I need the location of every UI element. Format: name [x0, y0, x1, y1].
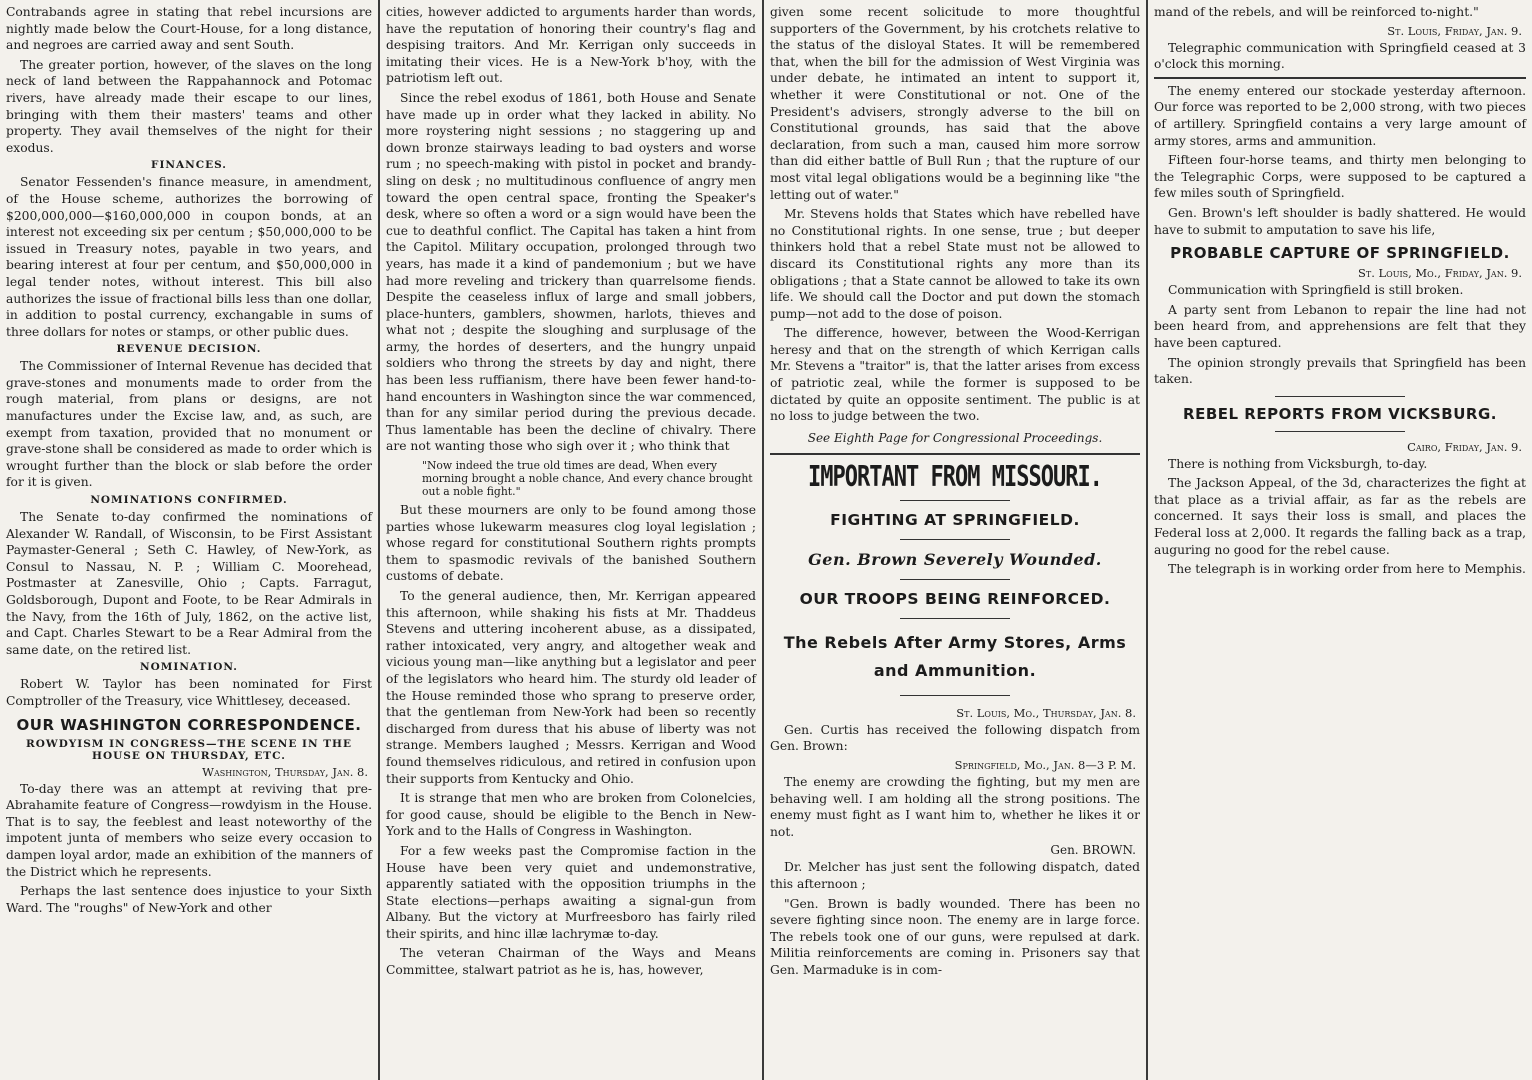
- paragraph: Fifteen four-horse teams, and thirty men belonging to the Telegraphic Corps, were supposed to be captured a few miles south of Springfield.: [1154, 153, 1526, 201]
- divider: [900, 618, 1010, 619]
- column-3: [764, 0, 1146, 1080]
- paragraph: Robert W. Taylor has been nominated for First Comptroller of the Treasury, vice Whittlesey, deceased.: [6, 677, 372, 708]
- paragraph: Gen. Curtis has received the following dispatch from Gen. Brown:: [770, 722, 1140, 754]
- paragraph: The greater portion, however, of the slaves on the long neck of land between the Rappahannock and Potomac rivers, have already made their escape to our lines, bringing with them their masters' teams and other property. They avail themselves of the night for their exodus.: [6, 57, 372, 155]
- paragraph: cities, however addicted to arguments harder than words, have the reputation of honoring their country's flag and despising traitors. And Mr. Kerrigan only succeeds in imitating their vices. He is a New-York b'hoy, with the patriotism left out.: [386, 5, 756, 86]
- paragraph: Mr. Stevens holds that States which have rebelled have no Constitutional rights. In one sense, true ; but deeper thinkers hold that a rebel State must not be allowed to discard its Constitutional rights any more than its obligations ; that a State cannot be allowed to take its own life. We should call the Doctor and put down the stomach pump—not add to the dose of poison.: [770, 207, 1140, 321]
- paragraph: For a few weeks past the Compromise faction in the House have been very quiet and undemonstrative, apparently satiated with the opposition triumphs in the State elections—perhaps awaiting a signal-gun from Albany. But the victory at Murfreesboro has fairly riled their spirits, and hinc illæ lachrymæ to-day.: [386, 843, 756, 941]
- paragraph: Since the rebel exodus of 1861, both House and Senate have made up in order what they lacked in ability. No more roystering night sessions ; no staggering up and down bronze stairways leading to bad oysters and worse rum ; no speech-making with pistol in pocket and brandy-sling on desk ; no multitudinous confluence of angry men toward the open central space, fronting the Speaker's desk, where so often a word or a sign would have been the cue to deathful conflict. The Capital has taken a hint from the Capitol. Military occupation, prolonged through two years, has made it a kind of pandemonium ; but we have had more reveling and trickery than quarrelsome fiends. Despite the ceaseless influx of large and small jobbers, place-hunters, gamblers, showmen, harlots, thieves and what not ; despite the sloughing and surplusage of the army, the hordes of deserters, and the hungry unpaid soldiers who throng the streets by day and night, there has been less ruffianism, there have been fewer hand-to-hand encounters in Washington since the war commenced, than for any similar period during the previous decade. Thus lamentable has been the decline of chivalry. There are not wanting those who sigh over it ; who think that: [386, 90, 756, 454]
- paragraph: The Senate to-day confirmed the nominations of Alexander W. Randall, of Wisconsin, to be First Assistant Paymaster-General ; Seth C. Hawley, of New-York, as Consul to Nassau, N. P. ; William C. Moorehead, Postmaster at Zanesville, Ohio ; Capts. Farragut, Goldsborough, Dupont and Foote, to be Rear Admirals in the Navy, from the 16th of July, 1862, on the active list, and Capt. Charles Stewart to be a Rear Admiral from the same date, on the retired list.: [6, 510, 372, 657]
- paragraph: The opinion strongly prevails that Springfield has been taken.: [1154, 355, 1526, 387]
- paragraph: "Gen. Brown is badly wounded. There has been no severe fighting since noon. The enemy are in large force. The rebels took one of our guns, were repulsed at dark. Militia reinforcements are coming in. Prisoners say that Gen. Marmaduke is in com-: [770, 896, 1140, 977]
- paragraph: To-day there was an attempt at reviving that pre-Abrahamite feature of Congress—rowdyism in the House. That is to say, the feeblest and least noteworthy of the impotent junta of members who seize every occasion to dampen loyal ardor, made an exhibition of the manners of the District which he represents.: [6, 781, 372, 879]
- deck-troops-reinforced: OUR TROOPS BEING REINFORCED.: [799, 589, 1111, 608]
- paragraph: The Jackson Appeal, of the 3d, characterizes the fight at that place as a trivial affair, as far as the rebels are concerned. It says their loss is small, and places the Federal loss at 2,000. It regards the falling back as a trap, auguring no good for the rebel cause.: [1154, 476, 1526, 557]
- dateline-st-louis: St. Louis, Friday, Jan. 9.: [1387, 23, 1522, 38]
- paragraph: To the general audience, then, Mr. Kerrigan appeared this afternoon, while shaking his fists at Mr. Thaddeus Stevens and uttering incoherent abuse, as a dissipated, rather intoxicated, very angry, and altogether weak and vicious young man—like anything but a legislator and peer of the legislators who heard him. The sturdy old leader of the House reminded those who sprang to preserve order, that the gentleman from New-York had been so recently discharged from duress that his abuse of liberty was not strange. Members laughed ; Messrs. Kerrigan and Wood found themselves ridiculous, and retired in confusion upon their supports from Kentucky and Ohio.: [386, 589, 756, 786]
- deck-rebels-after-stores: The Rebels After Army Stores, Arms and Ammunition.: [783, 632, 1127, 680]
- paragraph: The Commissioner of Internal Revenue has decided that grave-stones and monuments made to order from the rough material, from plans or designs, are not manufactures under the Excise law, and, as such, are exempt from taxation, provided that no monument or grave-stone shall be considered as made to order which is wrought further than the block or slab before the order for it is given.: [6, 359, 372, 490]
- dateline-st-louis-mo: St. Louis, Mo., Friday, Jan. 9.: [1357, 266, 1522, 281]
- section-heading-nomination: NOMINATION.: [140, 661, 238, 674]
- dateline-washington: Washington, Thursday, Jan. 8.: [202, 764, 368, 779]
- paragraph: The telegraph is in working order from here to Memphis.: [1168, 562, 1526, 577]
- paragraph: Communication with Springfield is still broken.: [1168, 283, 1464, 298]
- headline-important-from-missouri: IMPORTANT FROM MISSOURI.: [808, 461, 1102, 494]
- divider: [770, 453, 1140, 455]
- paragraph: It is strange that men who are broken from Colonelcies, for good cause, should be eligible to the Bench in New-York and to the Halls of Congress in Washington.: [386, 791, 756, 839]
- divider: [900, 539, 1010, 540]
- column-4: [1148, 0, 1532, 1080]
- dateline-cairo: Cairo, Friday, Jan. 9.: [1407, 439, 1522, 454]
- headline-washington-correspondence: OUR WASHINGTON CORRESPONDENCE.: [16, 715, 362, 734]
- divider: [1275, 396, 1405, 397]
- headline-rebel-reports-vicksburg: REBEL REPORTS FROM VICKSBURG.: [1183, 404, 1497, 423]
- deck-fighting-at-springfield: FIGHTING AT SPRINGFIELD.: [830, 510, 1080, 529]
- paragraph: But these mourners are only to be found among those parties whose lukewarm measures clog loyal legislation ; whose regard for constitutional Southern rights prompts them to spasmodic revivals of the banished Southern customs of debate.: [386, 503, 756, 584]
- paragraph: The veteran Chairman of the Ways and Means Committee, stalwart patriot as he is, has, however,: [386, 946, 756, 978]
- divider: [900, 695, 1010, 696]
- divider: [1275, 431, 1405, 432]
- paragraph: Perhaps the last sentence does injustice to your Sixth Ward. The "roughs" of New-York and other: [6, 884, 372, 915]
- paragraph: A party sent from Lebanon to repair the line had not been heard from, and apprehensions are felt that they have been captured.: [1154, 302, 1526, 350]
- paragraph: Gen. Brown's left shoulder is badly shattered. He would have to submit to amputation to save his life,: [1154, 205, 1526, 237]
- paragraph: There is nothing from Vicksburgh, to-day.: [1168, 456, 1428, 471]
- divider: [900, 579, 1010, 580]
- divider: [1154, 77, 1526, 79]
- section-heading-nominations-confirmed: NOMINATIONS CONFIRMED.: [90, 494, 288, 507]
- paragraph: Telegraphic communication with Springfield ceased at 3 o'clock this morning.: [1154, 40, 1526, 72]
- signature: Gen. BROWN.: [1050, 843, 1136, 858]
- verse-quote: "Now indeed the true old times are dead, When every morning brought a noble chance, And every chance brought out a noble fight.": [422, 459, 753, 499]
- column-1: [0, 0, 378, 1080]
- paragraph: The enemy are crowding the fighting, but my men are behaving well. I am holding all the strong positions. The enemy must fight as I want him to, whether he likes it or not.: [770, 775, 1140, 839]
- dateline-springfield: Springfield, Mo., Jan. 8—3 P. M.: [954, 758, 1136, 773]
- headline-probable-capture: PROBABLE CAPTURE OF SPRINGFIELD.: [1170, 244, 1510, 263]
- paragraph: The enemy entered our stockade yesterday afternoon. Our force was reported to be 2,000 strong, with two pieces of artillery. Springfield contains a very large amount of army stores, arms and ammunition.: [1154, 83, 1526, 148]
- column-2: [380, 0, 762, 1080]
- paragraph: Senator Fessenden's finance measure, in amendment, of the House scheme, authorizes the borrowing of $200,000,000—$160,000,000 in coupon bonds, at an interest not exceeding six per centum ; $50,000,000 to be issued in Treasury notes, payable in two years, and bearing interest at four per centum, and $50,000,000 in legal tender notes, without interest. This bill also authorizes the issue of fractional bills less than one dollar, in addition to postal currency, exchangable in sums of three dollars for notes or stamps, or other public dues.: [6, 175, 372, 339]
- deck-gen-brown-wounded: Gen. Brown Severely Wounded.: [808, 549, 1102, 569]
- subheadline-rowdyism: ROWDYISM IN CONGRESS—THE SCENE IN THE HOUSE ON THURSDAY, ETC.: [26, 737, 352, 762]
- section-heading-finances: FINANCES.: [151, 159, 227, 172]
- dateline-st-louis: St. Louis, Mo., Thursday, Jan. 8.: [956, 705, 1136, 720]
- congressional-proceedings-note: See Eighth Page for Congressional Proceedings.: [807, 430, 1103, 445]
- divider: [900, 500, 1010, 501]
- paragraph: Dr. Melcher has just sent the following dispatch, dated this afternoon ;: [770, 860, 1140, 891]
- paragraph: Contrabands agree in stating that rebel incursions are nightly made below the Court-House, for a long distance, and negroes are carried away and sent South.: [6, 5, 372, 53]
- section-heading-revenue: REVENUE DECISION.: [116, 343, 262, 356]
- paragraph: given some recent solicitude to more thoughtful supporters of the Government, by his crotchets relative to the status of the disloyal States. It will be remembered that, when the bill for the admission of West Virginia was under debate, he intimated an intent to support it, whether it were Constitutional or not. One of the President's advisers, strongly adverse to the bill on Constitutional grounds, has said that the above declaration, from such a man, caused him more sorrow than did either battle of Bull Run ; that the rupture of our most vital legal obligations would be a beginning like "the letting out of water.": [770, 5, 1140, 202]
- paragraph: The difference, however, between the Wood-Kerrigan heresy and that on the strength of which Kerrigan calls Mr. Stevens a "traitor" is, that the latter arises from excess of patriotic zeal, while the former is supposed to be dictated by quite an opposite sentiment. The public is at no loss to judge between the two.: [770, 326, 1140, 424]
- paragraph: mand of the rebels, and will be reinforced to-night.": [1154, 5, 1479, 19]
